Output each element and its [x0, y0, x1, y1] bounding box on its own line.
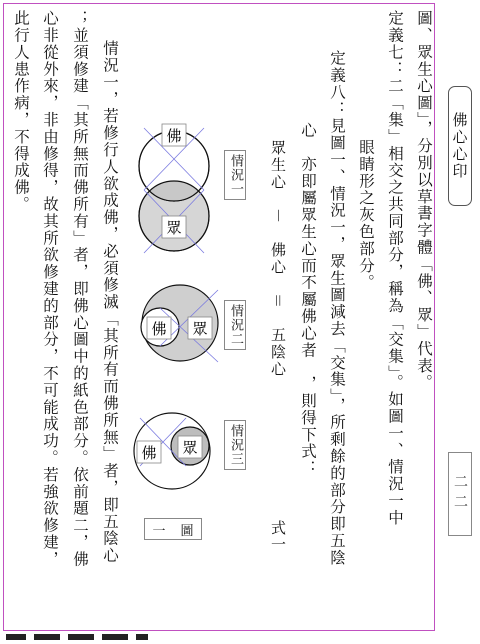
page-number: 二二: [448, 452, 472, 536]
text-column: 眼睛形之灰色部分。: [357, 122, 375, 291]
case-one-top-char: 佛: [166, 127, 182, 145]
text-column: 圖、眾生心圖」，分別以草書字體「佛、眾」代表。: [415, 10, 433, 391]
case-two-right-char: 眾: [192, 320, 208, 338]
text-column: 情況一，若修行人欲成佛，必須修滅「其所有而佛所無」者，即五陰心: [101, 40, 119, 564]
bottom-bar: [136, 634, 148, 640]
case-one-diagram: [139, 124, 209, 253]
case-three-label: 情況三: [224, 420, 246, 470]
case-two-label: 情況二: [224, 300, 246, 350]
formula-label: 式一: [269, 520, 287, 553]
bottom-bar: [34, 634, 60, 640]
case-three-diagram: [134, 413, 210, 489]
figure-caption-left: 一: [152, 523, 166, 539]
case-two-left-char: 佛: [151, 320, 167, 338]
formula: 眾生心 － 佛心 ＝ 五陰心: [269, 140, 287, 379]
text-column: 此行人患作病，不得成佛。: [12, 10, 30, 213]
case-three-right-char: 眾: [182, 439, 198, 457]
bottom-bar: [68, 634, 94, 640]
text-column: 心 亦即屬眾生心而不屬佛心者 ，則得下式：: [299, 122, 317, 477]
text-column: 定義七：二「集」相交之共同部分，稱為「交集」。如圖一、情況一中: [386, 10, 404, 527]
case-two-diagram: [141, 285, 218, 362]
text-column: ；並須修建「其所無而佛所有」者，即佛心圖中的紙色部分。依前題二，佛: [71, 10, 89, 568]
case-three-left-char: 佛: [141, 444, 157, 462]
book-title: 佛心心印: [448, 86, 472, 206]
text-column: 定義八：見圖一、情況一，眾生圖減去「交集」，所剩餘的部分即五陰: [328, 50, 346, 567]
figure-caption: [144, 518, 202, 540]
bottom-bar: [6, 634, 26, 640]
text-column: 心非從外來，非由修得，故其所欲修建的部分，不可能成功。若強欲修建，: [41, 10, 59, 568]
bottom-bar: [102, 634, 128, 640]
case-one-label: 情況一: [224, 150, 246, 200]
case-one-bottom-char: 眾: [166, 219, 182, 237]
figure-caption-right: 圖: [180, 523, 194, 539]
